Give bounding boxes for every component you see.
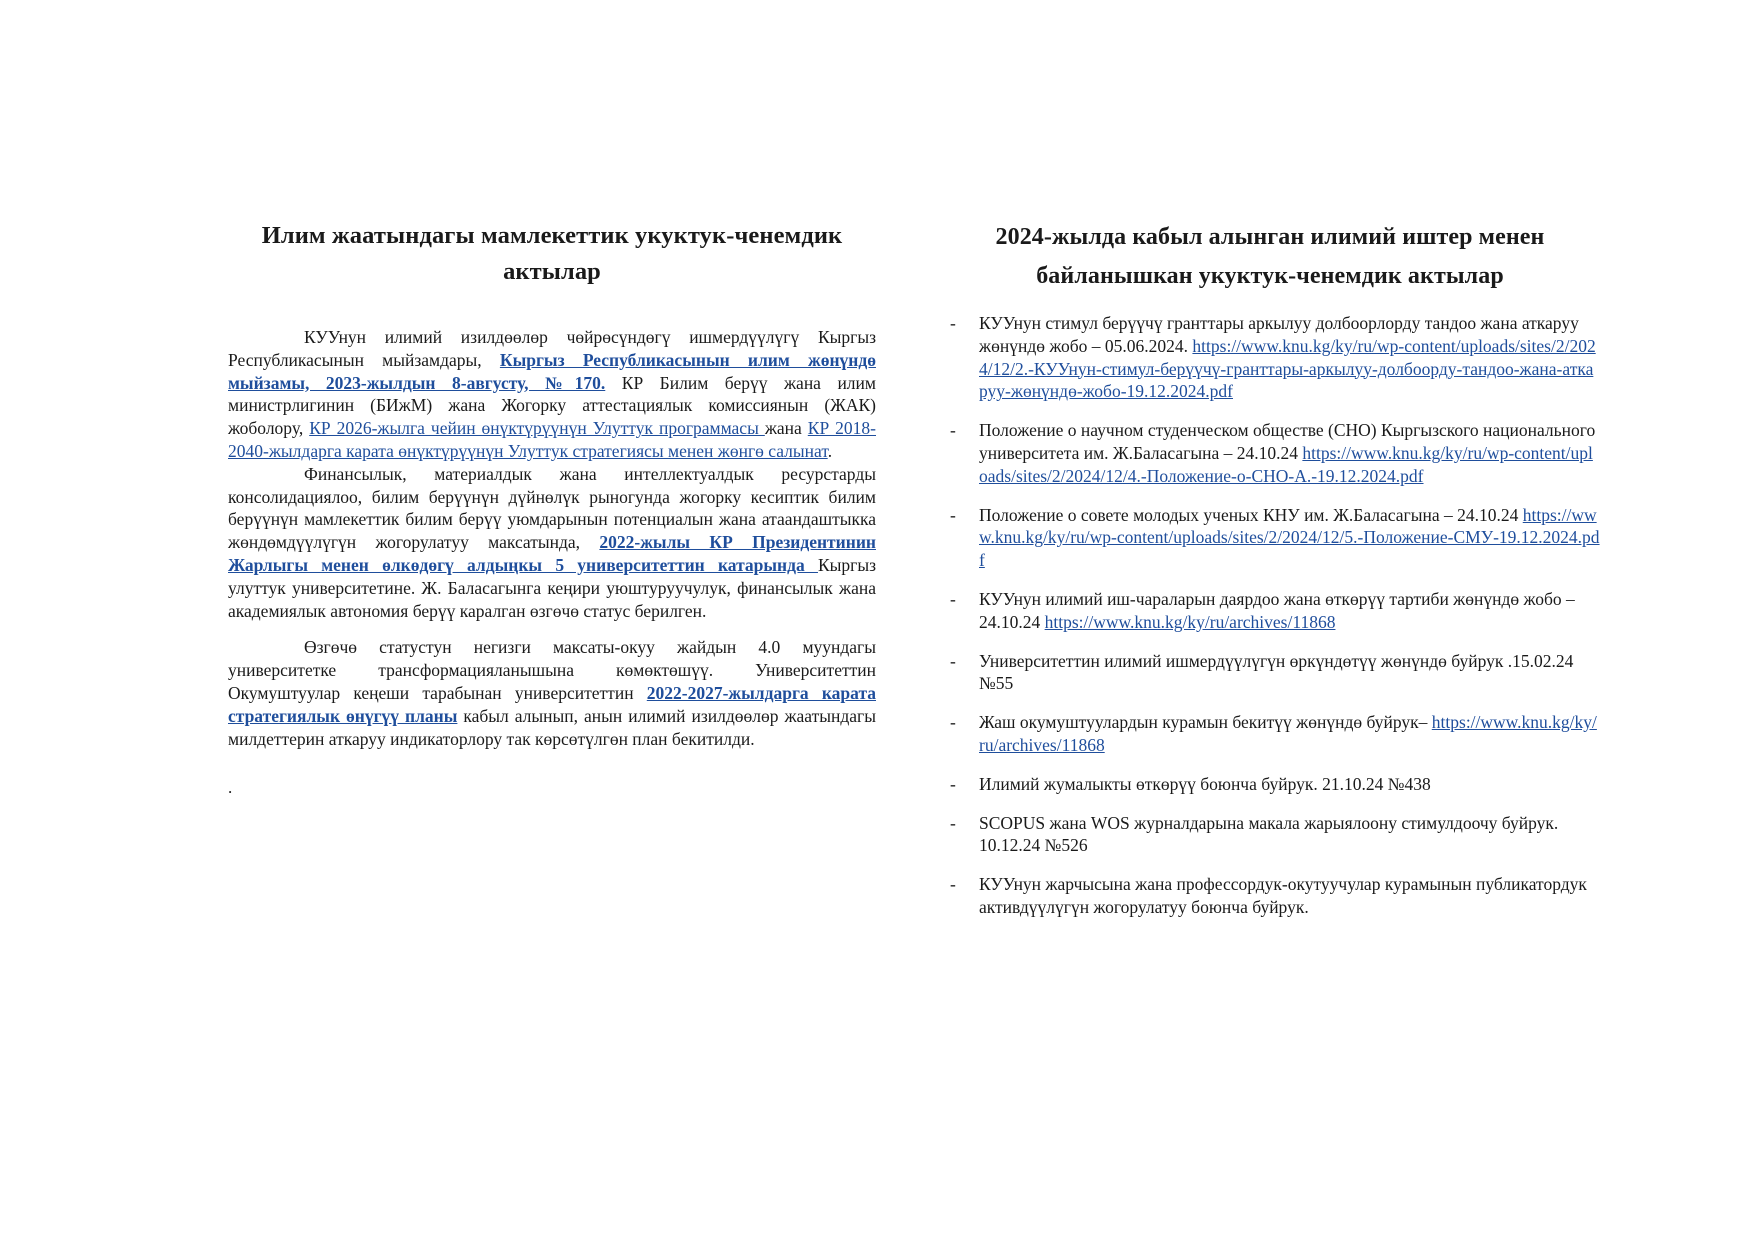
p1-text-4: . xyxy=(827,440,833,461)
act-item-text: SCOPUS жана WOS журналдарына макала жарыялоону стимулдоочу буйрук. 10.12.24 №526 xyxy=(979,812,1559,856)
acts-list xyxy=(940,312,1600,919)
list-dash: - xyxy=(950,588,956,609)
presidential-decree-link[interactable]: 2022-жылы КР Президентинин Жарлыгы менен өлкөдөгү алдыңкы 5 университеттин катарында xyxy=(228,532,876,575)
national-program-link[interactable]: КР 2026-жылга чейин өнүктүрүүнүн Улуттук программасы xyxy=(309,418,765,439)
list-dash: - xyxy=(950,874,956,895)
act-item-link[interactable]: https://www.knu.kg/ky/ru/wp-content/uploads/sites/2/2024/12/5.-Положение-СМУ-19.12.2024.pdf xyxy=(979,504,1600,571)
act-item-text: Жаш окумуштуулардын курамын бекитүү жөнүндө буйрук– xyxy=(979,712,1432,733)
act-item xyxy=(940,812,1600,858)
p3-text-2: кабыл алынып, анын илимий изилдөөлөр жаатындагы милдеттерин аткаруу индикаторлору так көрсөтүлгөн план бекитилди. xyxy=(228,705,876,749)
act-item-link[interactable]: https://www.knu.kg/ky/ru/wp-content/uploads/sites/2/2024/12/2.-КУУнун-стимул-берүүчү-гранттары-аркылуу-долбоорду-тандоо-жана-аткаруу-жөнүндө-жобо-19.12.2024.pdf xyxy=(979,335,1596,402)
p1-text-2: КР Билим берүү жана илим министрлигинин (БИжМ) жана Жогорку аттестациялык комиссиянын (ЖАК) жоболору, xyxy=(228,372,876,439)
p1-text-3: жана xyxy=(764,418,808,439)
strategic-plan-link[interactable]: 2022-2027-жылдарга карата стратегиялык өнүгүү планы xyxy=(228,682,876,726)
act-item-link[interactable]: https://www.knu.kg/ky/ru/archives/11868 xyxy=(1044,611,1336,632)
paragraph-3 xyxy=(228,636,876,750)
act-item-text: КУУнун стимул берүүчү гранттары аркылуу долбоорлорду тандоо жана аткаруу жөнүндө жобо – 05.06.2024. xyxy=(979,313,1579,356)
trailing-dot: . xyxy=(228,778,233,798)
act-item-text: Положение о совете молодых ученых КНУ им. Ж.Баласагына – 24.10.24 xyxy=(979,504,1523,525)
list-dash: - xyxy=(950,812,956,833)
list-dash: - xyxy=(950,650,956,671)
list-dash: - xyxy=(950,773,956,794)
act-item xyxy=(940,312,1600,403)
list-dash: - xyxy=(950,420,956,441)
act-item-text: Университеттин илимий ишмердүүлүгүн өркүндөтүү жөнүндө буйрук .15.02.24 №55 xyxy=(979,650,1574,694)
p3-text-1: Өзгөчө статустун негизги максаты-окуу жайдын 4.0 муундагы университетке трансформацияланышына көмөктөшүү. Университеттин Окумуштуулар кеңеши тарабынан университеттин xyxy=(228,637,876,703)
act-item xyxy=(940,419,1600,487)
act-item xyxy=(940,504,1600,572)
paragraph-2 xyxy=(228,463,876,623)
act-item xyxy=(940,873,1600,919)
act-item xyxy=(940,650,1600,696)
law-on-science-link[interactable]: Кыргыз Республикасынын илим жөнүндө мыйзамы, 2023-жылдын 8-августу, №170. xyxy=(228,349,876,393)
act-item-text: КУУнун илимий иш-чараларын даярдоо жана өткөрүү тартиби жөнүндө жобо – 24.10.24 xyxy=(979,588,1575,632)
left-title: Илим жаатындагы мамлекеттик укуктук-ченемдик актылар xyxy=(261,222,843,285)
act-item-text: Положение о научном студенческом обществе (СНО) Кыргызского национального университета им. Ж.Баласагына – 24.10.24 xyxy=(979,420,1596,463)
p1-text-1: КУУнун илимий изилдөөлөр чөйрөсүндөгү ишмердүүлүгү Кыргыз Республикасынын мыйзамдары, xyxy=(228,327,876,370)
list-dash: - xyxy=(950,313,956,333)
list-dash: - xyxy=(950,712,956,733)
act-item xyxy=(940,711,1600,757)
p2-text-1: Финансылык, материалдык жана интеллектуалдык ресурстарды консолидациялоо, билим берүүнүн дүйнөлүк рыногунда жогорку кесиптик билим берүүнүн мамлекеттик билим берүү уюмдарынын потенциалын жана атаандаштыкка жөндөмдүүлүгүн жогорулатуу максатында, xyxy=(228,463,876,553)
act-item-text: КУУнун жарчысына жана профессордук-окутуучулар курамынын публикатордук активдүүлүгүн жогорулатуу боюнча буйрук. xyxy=(979,874,1587,917)
act-item xyxy=(940,588,1600,634)
list-dash: - xyxy=(950,504,956,525)
act-item-link[interactable]: https://www.knu.kg/ky/ru/archives/11868 xyxy=(979,712,1597,755)
left-column xyxy=(228,218,876,798)
paragraph-1 xyxy=(228,326,876,463)
national-strategy-link[interactable]: КР 2018-2040-жылдарга карата өнүктүрүүнүн Улуттук стратегиясы менен жөнгө салынат xyxy=(228,418,876,461)
right-title: 2024-жылда кабыл алынган илимий иштер менен байланышкан укуктук-ченемдик актылар xyxy=(995,224,1545,289)
act-item xyxy=(940,773,1600,796)
act-item-text: Илимий жумалыкты өткөрүү боюнча буйрук. 21.10.24 №438 xyxy=(979,773,1431,794)
act-item-link[interactable]: https://www.knu.kg/ky/ru/wp-content/uploads/sites/2/2024/12/4.-Положение-о-СНО-А.-19.12.2024.pdf xyxy=(979,442,1593,486)
p2-text-2: Кыргыз улуттук университетине. Ж. Баласагынга кеңири уюштуруучулук, финансылык жана академиялык автономия берүү каралган өзгөчө статус берилген. xyxy=(228,554,876,621)
right-column xyxy=(940,218,1600,935)
